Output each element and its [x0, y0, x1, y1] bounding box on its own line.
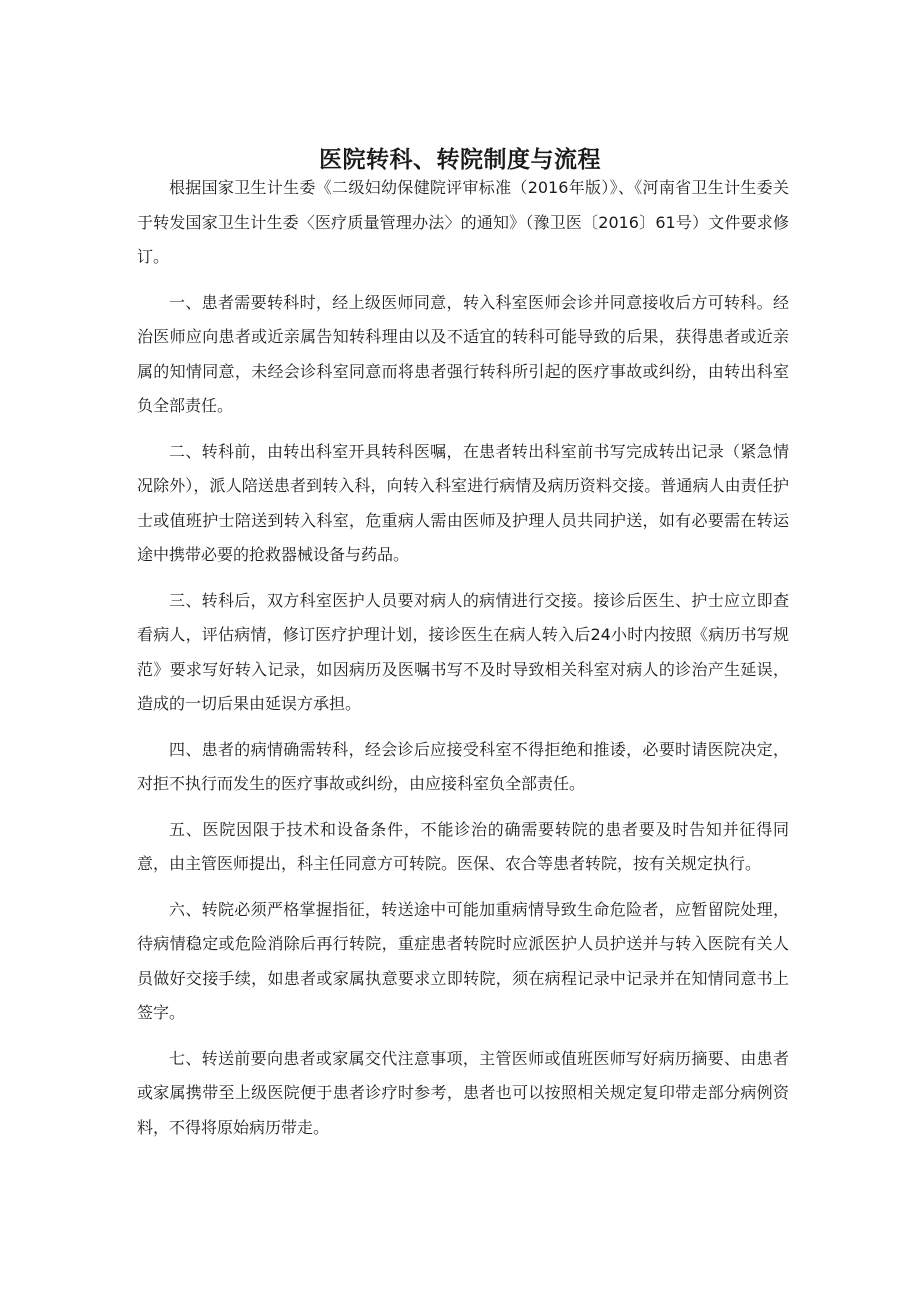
- paragraph-preamble: 根据国家卫生计生委《二级妇幼保健院评审标准（2016年版）》、《河南省卫生计生委关于转发国家卫生计生委〈医疗质量管理办法〉的通知》（豫卫医〔2016〕61号）文件要求修订。: [137, 178, 789, 266]
- paragraph-clause-7: 七、转送前要向患者或家属交代注意事项，主管医师或值班医师写好病历摘要、由患者或家属携带至上级医院便于患者诊疗时参考，患者也可以按照相关规定复印带走部分病例资料，不得将原始病历带走。: [137, 1048, 789, 1137]
- paragraph-clause-3: 三、转科后，双方科室医护人员要对病人的病情进行交接。接诊后医生、护士应立即查看病人，评估病情，修订医疗护理计划，接诊医生在病人转入后24小时内按照《病历书写规范》要求写好转入记录，如因病历及医嘱书写不及时导致相关科室对病人的诊治产生延误，造成的一切后果由延误方承担。: [137, 590, 789, 713]
- paragraph-clause-2: 二、转科前，由转出科室开具转科医嘱，在患者转出科室前书写完成转出记录（紧急情况除外），派人陪送患者到转入科，向转入科室进行病情及病历资料交接。普通病人由责任护士或值班护士陪送到转入科室，危重病人需由医师及护理人员共同护送，如有必要需在转运途中携带必要的抢救器械设备与药品。: [137, 441, 789, 564]
- document-body: [137, 171, 789, 1156]
- document-title: 医院转科、转院制度与流程: [319, 147, 601, 174]
- paragraph-clause-6: 六、转院必须严格掌握指征，转送途中可能加重病情导致生命危险者，应暂留院处理，待病情稳定或危险消除后再行转院，重症患者转院时应派医护人员护送并与转入医院有关人员做好交接手续，如患者或家属执意要求立即转院，须在病程记录中记录并在知情同意书上签字。: [137, 899, 789, 1022]
- paragraph-clause-5: 五、医院因限于技术和设备条件，不能诊治的确需要转院的患者要及时告知并征得同意，由主管医师提出，科主任同意方可转院。医保、农合等患者转院，按有关规定执行。: [137, 819, 789, 873]
- paragraph-clause-1: 一、患者需要转科时，经上级医师同意，转入科室医师会诊并同意接收后方可转科。经治医师应向患者或近亲属告知转科理由以及不适宜的转科可能导致的后果，获得患者或近亲属的知情同意，未经会诊科室同意而将患者强行转科所引起的医疗事故或纠纷，由转出科室负全部责任。: [137, 292, 789, 415]
- paragraph-clause-4: 四、患者的病情确需转科，经会诊后应接受科室不得拒绝和推诿，必要时请医院决定，对拒不执行而发生的医疗事故或纠纷，由应接科室负全部责任。: [137, 739, 789, 793]
